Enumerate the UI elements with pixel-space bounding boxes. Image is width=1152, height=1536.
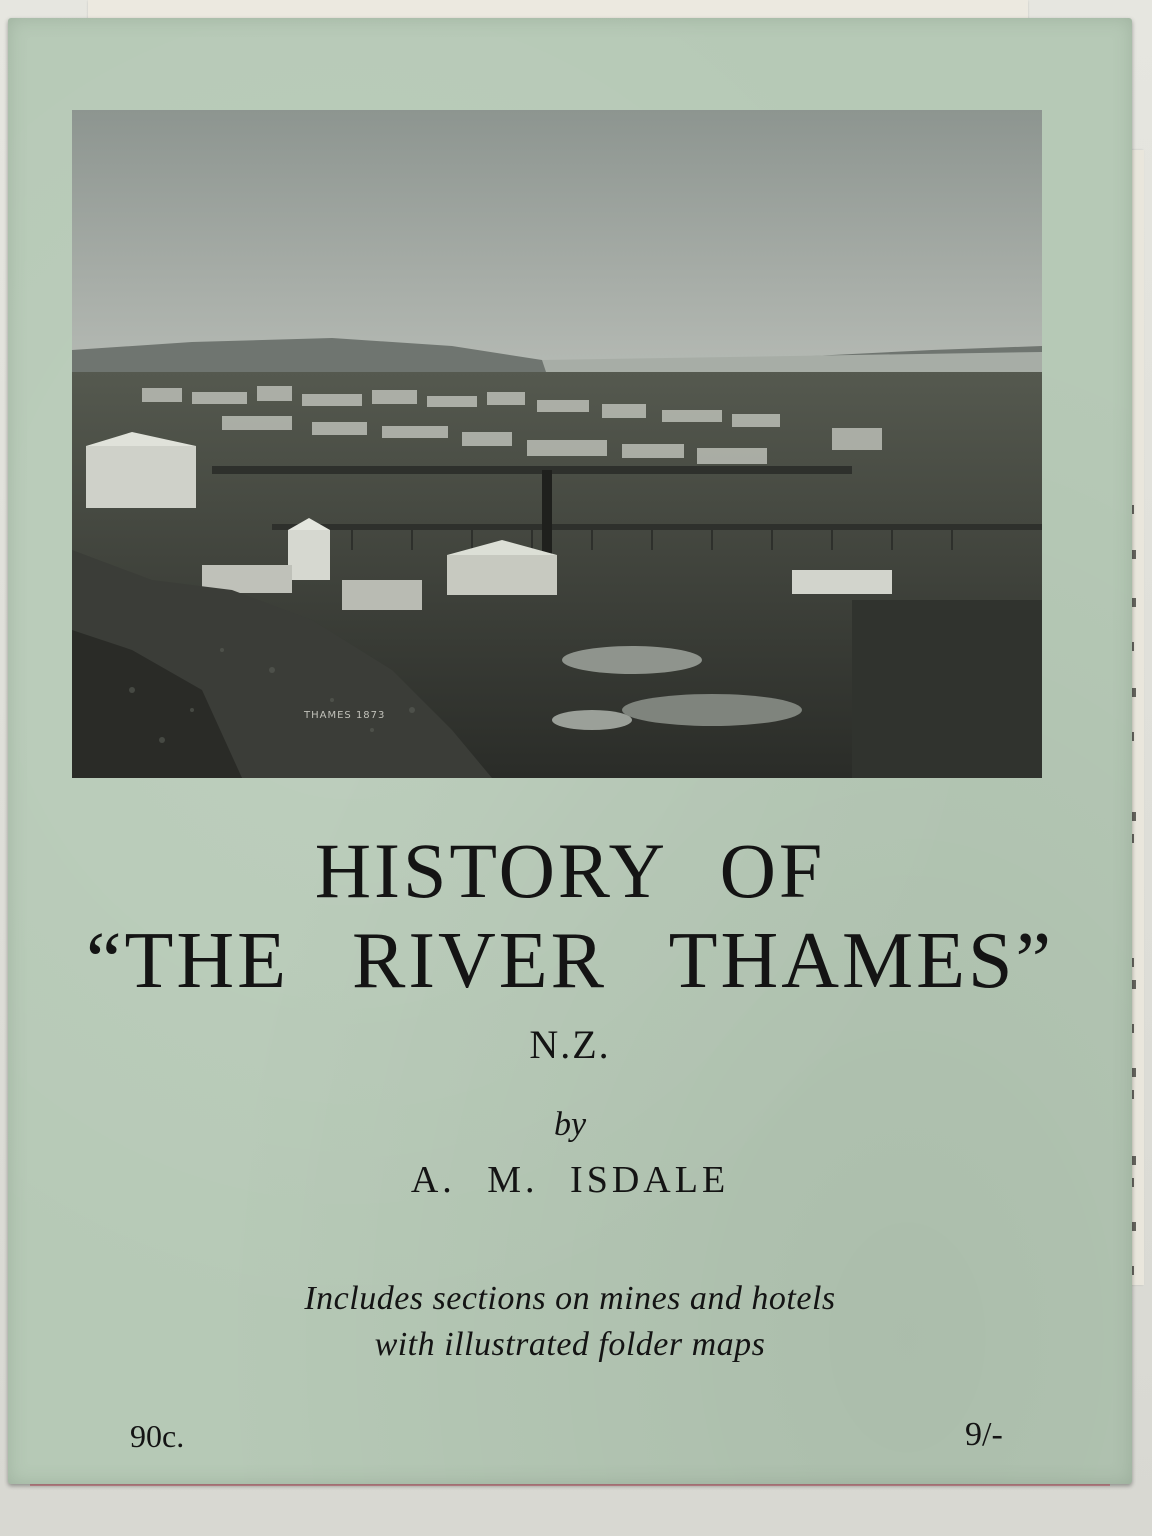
by-line: by <box>553 1106 587 1143</box>
cover-photograph <box>72 110 1042 778</box>
thames-town-panorama <box>72 110 1042 778</box>
title-line-1: HISTORY OF <box>314 827 826 914</box>
title-line-2: “THE RIVER THAMES” <box>86 917 1054 1005</box>
description-line-1: Includes sections on mines and hotels <box>304 1280 836 1317</box>
author-name: A. M. ISDALE <box>410 1159 730 1201</box>
price-shillings: 9/- <box>965 1416 1003 1453</box>
description-line-2: with illustrated folder maps <box>374 1326 766 1363</box>
price-decimal: 90c. <box>130 1418 185 1454</box>
photo-caption: THAMES 1873 <box>304 710 386 721</box>
title-line-3: N.Z. <box>529 1022 611 1067</box>
book-cover <box>8 18 1132 1484</box>
